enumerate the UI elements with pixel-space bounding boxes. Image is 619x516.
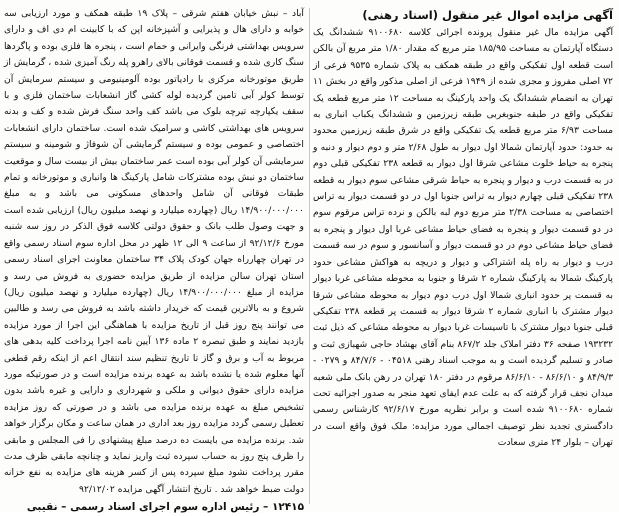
left-column <box>4 6 304 514</box>
right-column <box>313 6 613 506</box>
column-divider <box>309 8 310 504</box>
notice-signature: ۱۲۴۱۵ – رئیس اداره سوم اجرای اسناد رسمی – نقیبی <box>26 501 304 514</box>
notice-body-part-2: آباد – نبش خیابان هفتم شرقی – پلاک ۱۹ طبقه همکف و مورد ارزیابی سه خوابه و دارای هال و پذیرایی و آشپزخانه اپن که با کابینت ام دی اف و دارای سرویس بهداشتی فرنگی وایرانی و حمام است ، پنجره ها فلزی بوده و پاگردها سنگ کاری شده و قسمت فوقانی بالای راهرو پله رنگ آمیزی شده ، گرمایش از طریق موتورخانه مرکزی با رادیاتور بوده آلومینیومی و سیستم سرمایش آن توسط کولر آبی تامین گردیده لوله کشی گاز انشعابات ساختمان فلزی و با سقف یکپارچه تیرچه بلوک می باشد کف واحد سنگ فرش شده و کف و بدنه سرویس های بهداشتی کاشی و سرامیک شده است. ساختمان دارای انشعابات اختصاصی و عمومی بوده و سیستم گرمایشی آن شوفاژ و شومینه و سیستم سرمایشی آن کولر آبی بوده است عمر ساختمان بیش از بیست سال و موقعیت ساختمان دو نبش بوده مشترکات شامل پارکینگ ها وانباری و موتورخانه و تمام طبقات فوقانی آن شامل واحدهای مسکونی می باشد و به مبلغ ۱۴/۹۰۰/۰۰۰/۰۰۰ ریال (چهارده میلیارد و نهصد میلیون ریال) ارزیابی شده است و جهت وصول طلب بانک و حقوق دولتی کلاسه فوق الذکر در روز سه شنبه مورخ ۹۲/۱۲/۶ از ساعت ۹ الی ۱۲ ظهر در محل اداره سوم اسناد رسمی واقع در تهران چهارراه جهان کودک پلاک ۳۴ ساختمان معاونت اجرای اسناد رسمی استان تهران سالن مزایده از طریق مزایده حضوری به فروش می رسد و مزایده از مبلغ ۱۴/۹۰۰/۰۰۰/۰۰۰ ریال (چهارده میلیارد و نهصد میلیون ریال) شروع و به بالاترین قیمت که خریدار داشته باشد به فروش می رسد و طالبین می توانند پنج روز قبل از تاریخ مزایده با هماهنگی این اجرا از مورد مزایده بازدید نمایند و طبق تبصره ۲ ماده ۱۳۶ آیین نامه اجرا پرداخت کلیه بدهی های مربوط به آب و برق و گاز تا تاریخ تنظیم سند انتقال اعم از اینکه رقم قطعی آنها معلوم شده یا نشده باشد به عهده برنده مزایده است و در صورتیکه مورد مزایده دارای حقوق دیوانی و ملکی و شهرداری و دارایی و غیره باشد بدون تشخیص مبلغ به عهده برنده مزایده می باشد و در صورتی که روز مزایده تعطیل رسمی گردد مزایده روز بعد اداری در همان ساعت و مکان برگزار خواهد شد. برنده مزایده می بایست ده درصد مبلغ پیشنهادی را فی المجلس و مابقی را ظرف پنج روز به حساب سپرده ثبت واریز نماید و چنانچه مابقی ظرف مدت مقرر پرداخت نشود مبلغ سپرده پس از کسر هزینه های مزایده به نفع خزانه دولت ضبط خواهد شد . تاریخ انتشار آگهی مزایده ۹۲/۱۲/۰۲ <box>4 8 304 495</box>
notice-title: آگهی مزایده اموال غیر منقول (اسناد رهنی) <box>362 8 613 22</box>
notice-body-part-1: آگهی مزایده مال غیر منقول پرونده اجرائی کلاسه ۹۱۰۰۶۸۰ ششدانگ یک دستگاه آپارتمان به مساحت ۱۸۵/۹۵ متر مربع که مقدار ۱/۸۰ متر مربع آن بالکن است قطعه اول تفکیکی واقع در طبقه همکف به پلاک شماره ۹۵۳۵ فرعی از ۷۲ اصلی مفروز و مجزی شده از ۱۹۴۹ فرعی از اصلی مذکور واقع در بخش ۱۱ تهران به انضمام ششدانگ یک واحد پارکینگ به مساحت ۱۲ متر مربع قطعه یک تفکیکی واقع در طبقه جنوبغربی طبقه زیرزمین و ششدانگ یکباب انباری به مساحت ۶/۹۳ متر مربع قطعه یک تفکیکی واقع در شرق طبقه زیرزمین محدود به حدود: حدود آپارتمان شمالا اول دیوار به طول ۲/۶۸ متر و دوم دیوار و دنبه و پنجره به حیاط خلوت مشاعی شرقا اول دیوار به قطعه ۲۳۸ تفکیکی قبلی دوم در به قسمت درب و دیوار و پنجره به حیاط شرقی مشاعی سوم دیوار به قطعه ۲۳۸ تفکیکی قبلی چهارم دیوار به تراس جنوبا اول در دو قسمت دیوار به تراس اختصاصی به مساحت ۲/۳۸ متر مربع دوم لبه بالکن و نرده تراس مرقوم سوم در دو قسمت دیوار و پنجره به فضای حیاط مشاعی غربا اول دیوار و پنجره به فضای حیاط مشاعی دوم در دو قسمت دیوار و آسانسور و سوم در سه قسمت درب و دیوار به راه پله اشتراکی و دیوار و دریچه به هواکش مشاعی حدود پارکینگ شمالا به پارکینگ شماره ۲ شرقا و جنوبا به محوطه مشاعی غربا دیوار به قسمت پر حدود انباری شمالا اول درب دوم دیوار به محوطه مشاعی شرقا دیوار مشترک با انباری شماره ۲ شرقا دیوار به قسمت پر قطعه ۲۳۸ تفکیکی قبلی جنوبا دیوار مشترک با تاسیسات غربا دیوار به محوطه مشاعی که ذیل ثبت ۱۹۳۲۳۲ صفحه ۳۶ دفتر املاک جلد ۸۶۷/۲ بنام آقای بهشاد حاجی شهبازی ثبت و صادر و تسلیم گردیده است و به موجب اسناد رهنی ۰۴۵۱۸ - ۸۴/۷/۶ و ۰۲۷۹ - ۸۴/۹/۳ و ۸۶/۶/۱۰ - ۸۶/۶/۱۰ مرقوم در دفتر ۱۸۰ تهران در رهن بانک ملی شعبه میدان نجف قرار گرفته که به علت عدم ایفای تعهد منجر به صدور اجرائیه تحت شماره ۹۱۰۰۶۸۰ شده است و برابر نظریه مورخ ۹۲/۶/۱۷ کارشناس رسمی دادگستری تجدید نظر توصیف اجمالی مورد مزایده: ملک فوق واقع است در تهران – بلوار ۲۴ متری سعادت <box>313 27 614 449</box>
